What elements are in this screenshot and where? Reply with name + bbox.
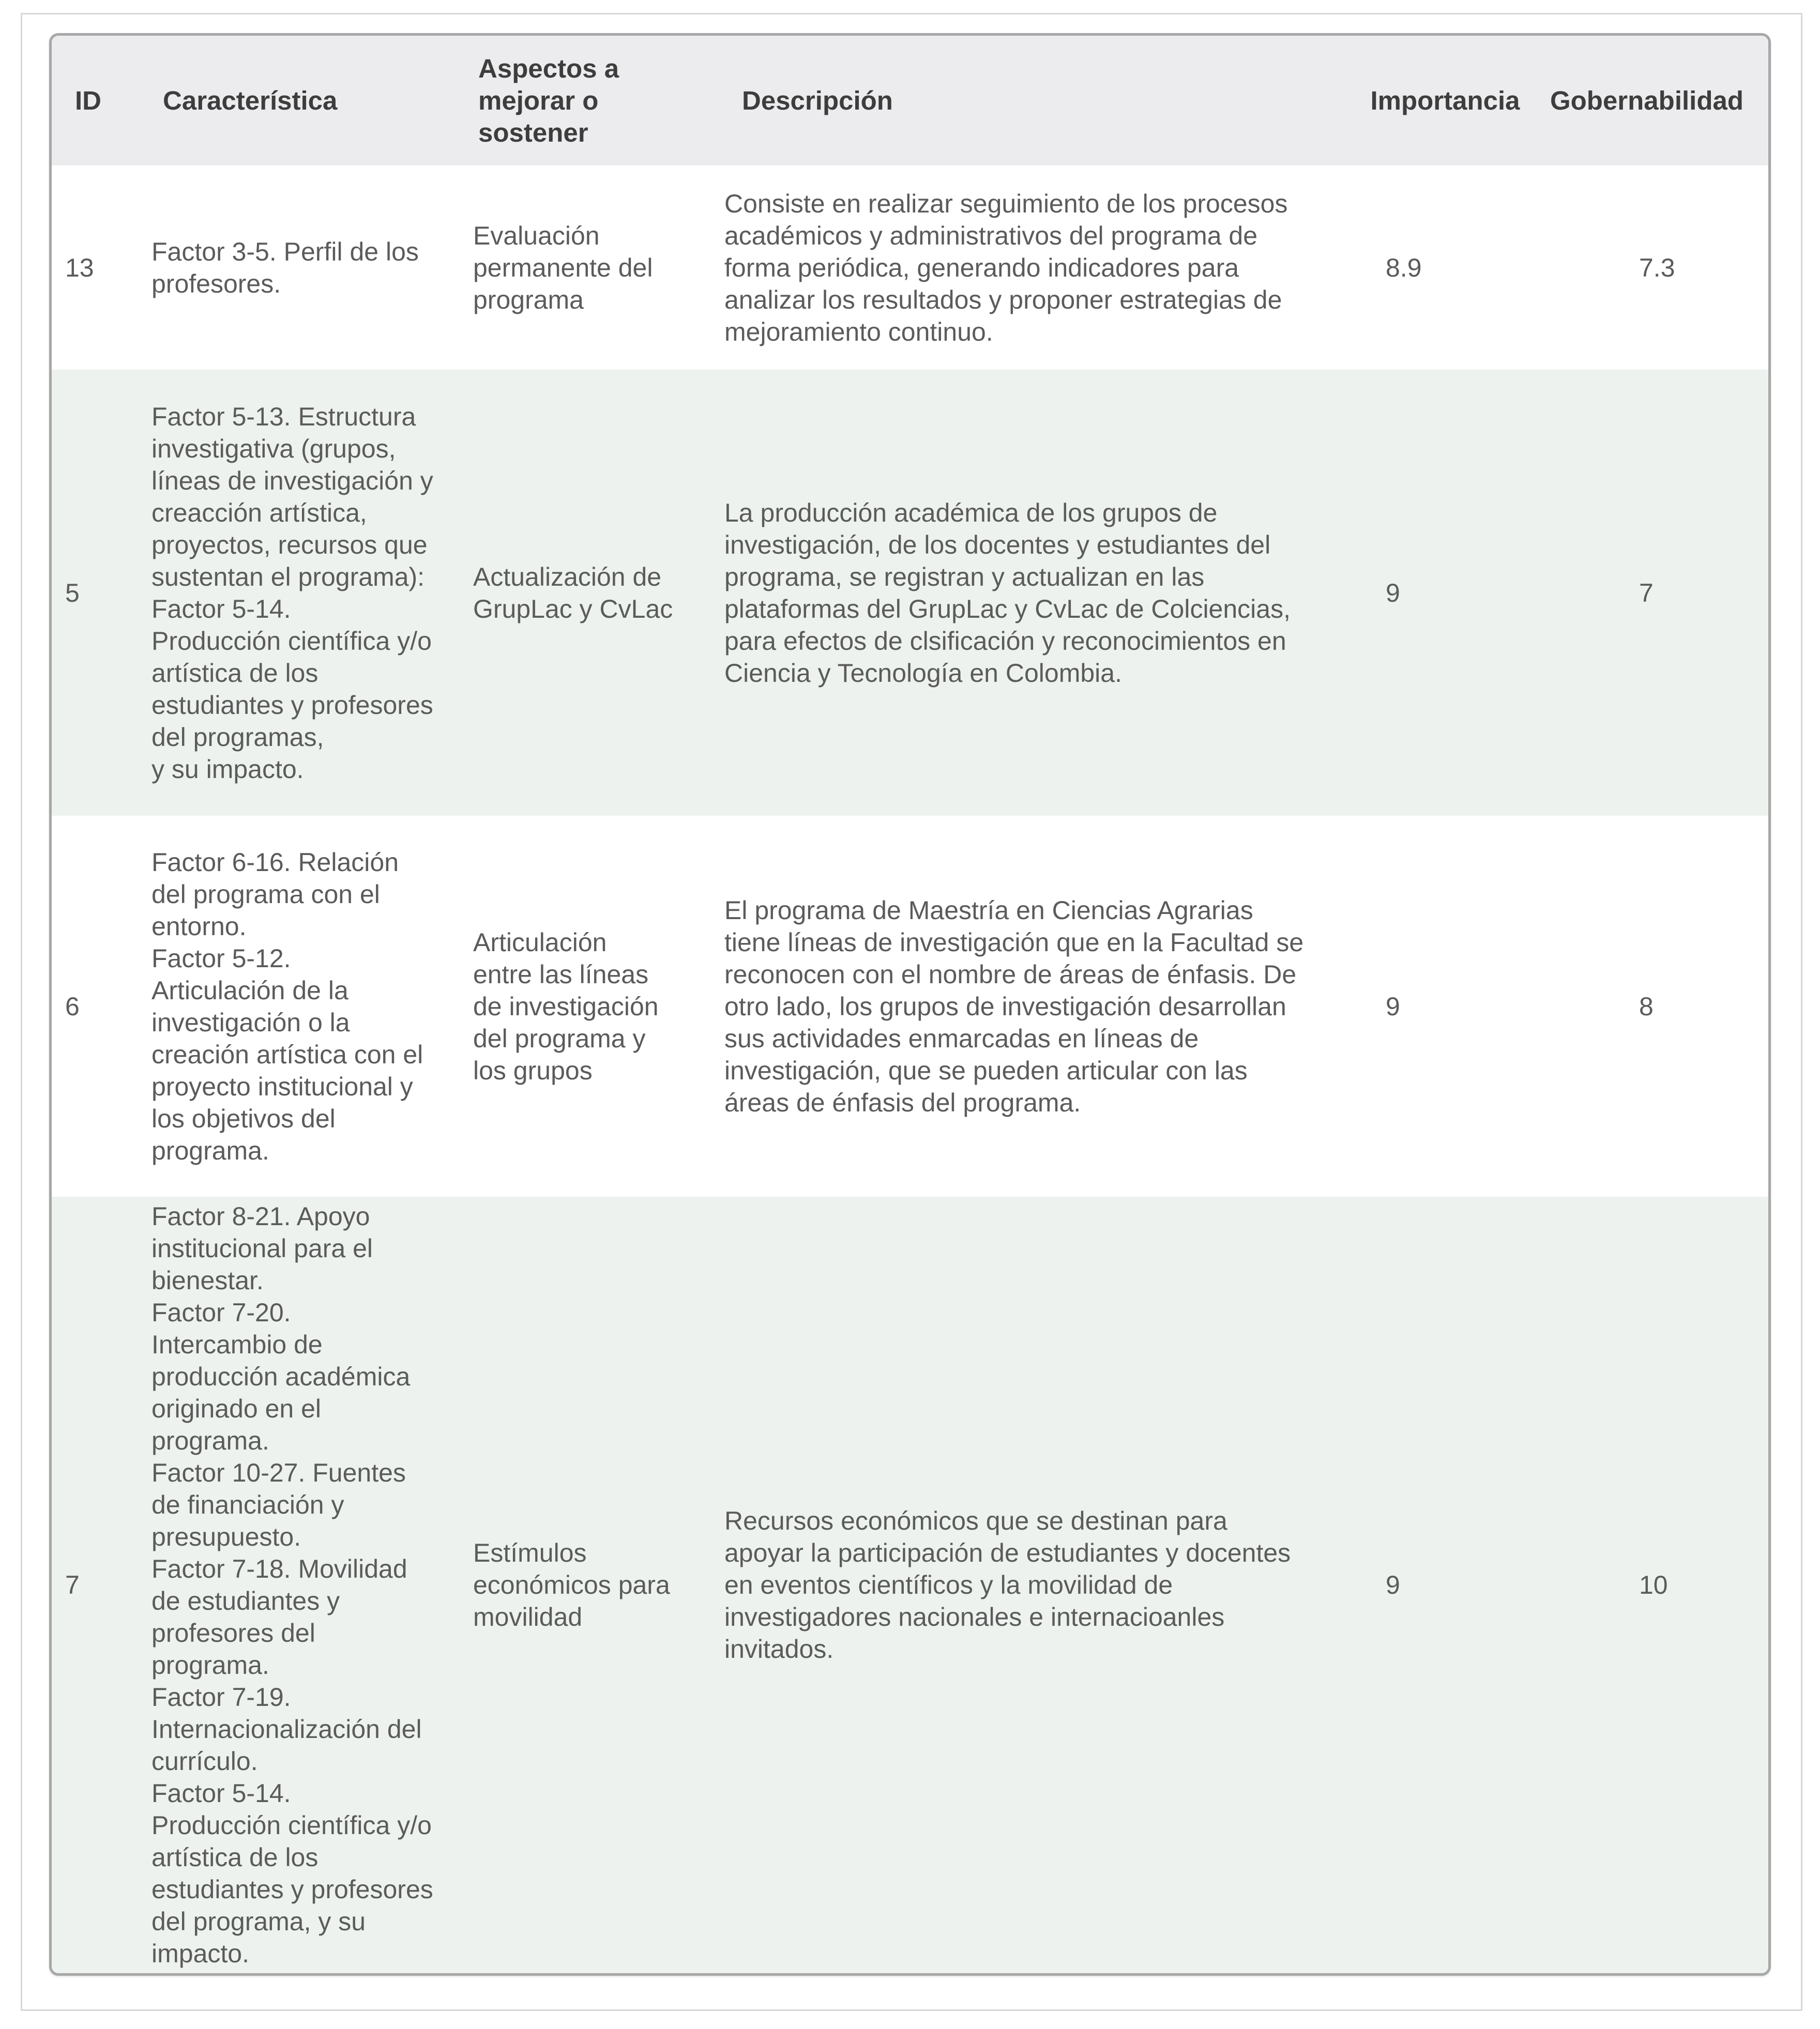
table-row xyxy=(52,1197,1768,1973)
cell-descripcion: La producción académica de los grupos de investigación, de los docentes y estudiantes del programa, se registran y actualizan en las plataformas del GrupLac y CvLac de Colciencias, para efectos de clsificación y reconocimientos en Ciencia y Tecnología en Colombia. xyxy=(711,370,1355,816)
cell-id: 6 xyxy=(52,816,127,1197)
cell-descripcion: Recursos económicos que se destinan para apoyar la participación de estudiantes y docentes en eventos científicos y la movilidad de investigadores nacionales e internacioanles invitados. xyxy=(711,1197,1355,1973)
cell-descripcion: Consiste en realizar seguimiento de los procesos académicos y administrativos del programa de forma periódica, generando indicadores para analizar los resultados y proponer estrategias de mejoramiento continuo. xyxy=(711,165,1355,370)
cell-gobernabilidad: 8 xyxy=(1536,816,1768,1197)
header-aspectos: Aspectos a mejorar o sostener xyxy=(458,36,711,165)
cell-aspectos: Actualización de GrupLac y CvLac xyxy=(458,370,711,816)
table-body xyxy=(52,165,1768,1973)
header-caracteristica: Característica xyxy=(127,36,458,165)
cell-aspectos: Estímulos económicos para movilidad xyxy=(458,1197,711,1973)
cell-gobernabilidad: 7 xyxy=(1536,370,1768,816)
cell-importancia: 9 xyxy=(1355,816,1536,1197)
header-row xyxy=(52,36,1768,165)
cell-caracteristica: Factor 8-21. Apoyo institucional para el bienestar. Factor 7-20. Intercambio de producción académica originado en el programa. Factor 10-27. Fuentes de financiación y presupuesto. Factor 7-18. Movilidad de estudiantes y profesores del programa. Factor 7-19. Internacionalización del currículo. Factor 5-14. Producción científica y/o artística de los estudiantes y profesores del programa, y su impacto. xyxy=(127,1197,458,1973)
cell-caracteristica: Factor 6-16. Relación del programa con el entorno. Factor 5-12. Articulación de la investigación o la creación artística con el proyecto institucional y los objetivos del programa. xyxy=(127,816,458,1197)
cell-importancia: 9 xyxy=(1355,1197,1536,1973)
header-id: ID xyxy=(52,36,127,165)
improvement-table xyxy=(52,36,1768,1973)
cell-aspectos: Articulación entre las líneas de investigación del programa y los grupos xyxy=(458,816,711,1197)
cell-gobernabilidad: 7.3 xyxy=(1536,165,1768,370)
data-table-card xyxy=(49,33,1771,1976)
cell-caracteristica: Factor 5-13. Estructura investigativa (grupos, líneas de investigación y creacción artística, proyectos, recursos que sustentan el programa): Factor 5-14. Producción científica y/o artística de los estudiantes y profesores del programas, y su impacto. xyxy=(127,370,458,816)
table-row xyxy=(52,370,1768,816)
cell-id: 5 xyxy=(52,370,127,816)
table-row xyxy=(52,816,1768,1197)
cell-caracteristica: Factor 3-5. Perfil de los profesores. xyxy=(127,165,458,370)
cell-id: 13 xyxy=(52,165,127,370)
cell-gobernabilidad: 10 xyxy=(1536,1197,1768,1973)
table-row xyxy=(52,165,1768,370)
cell-importancia: 8.9 xyxy=(1355,165,1536,370)
cell-descripcion: El programa de Maestría en Ciencias Agrarias tiene líneas de investigación que en la Facultad se reconocen con el nombre de áreas de énfasis. De otro lado, los grupos de investigación desarrollan sus actividades enmarcadas en líneas de investigación, que se pueden articular con las áreas de énfasis del programa. xyxy=(711,816,1355,1197)
header-importancia: Importancia xyxy=(1355,36,1536,165)
cell-importancia: 9 xyxy=(1355,370,1536,816)
table-header xyxy=(52,36,1768,165)
cell-aspectos: Evaluación permanente del programa xyxy=(458,165,711,370)
cell-id: 7 xyxy=(52,1197,127,1973)
header-descripcion: Descripción xyxy=(711,36,1355,165)
header-gobernabilidad: Gobernabilidad xyxy=(1536,36,1768,165)
